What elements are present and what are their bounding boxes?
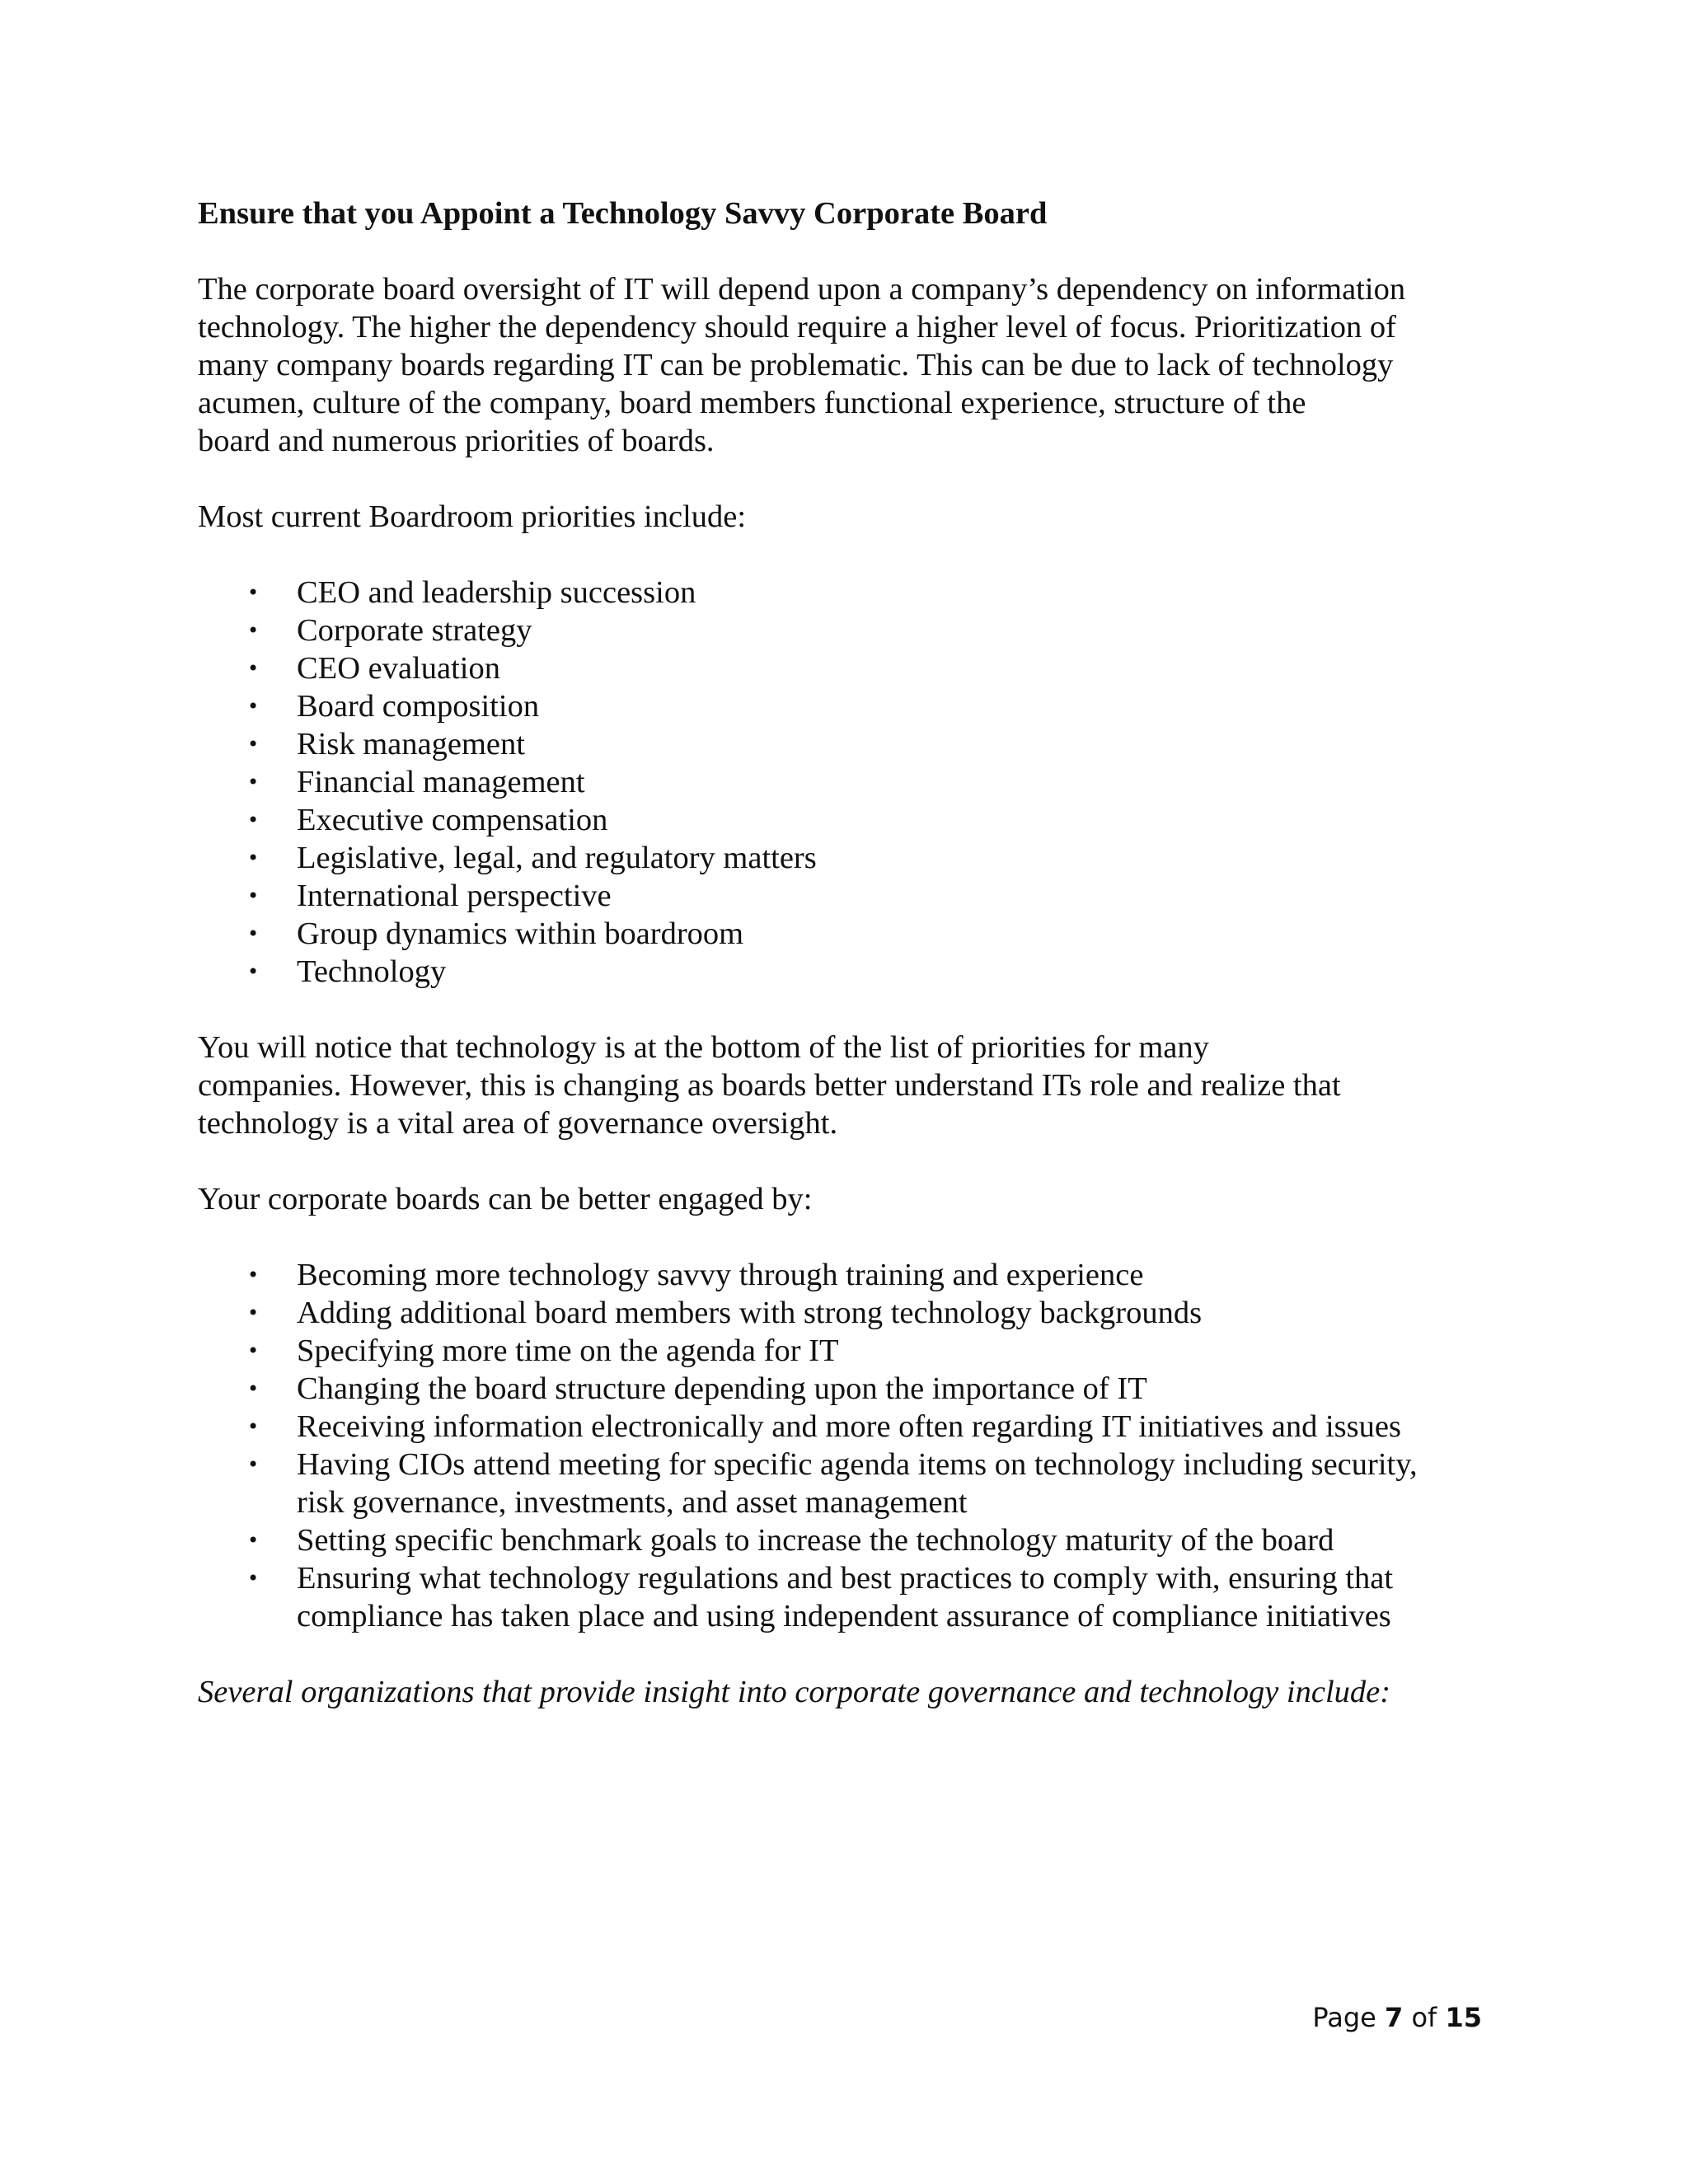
list-item: • Executive compensation [247, 803, 608, 837]
intro-line: The corporate board oversight of IT will depend upon a company’s dependency on information [198, 272, 1406, 307]
engagement-list [198, 1256, 1508, 1635]
list-item: • Group dynamics within boardroom [247, 916, 744, 951]
list-item: • Financial management [247, 765, 585, 799]
closing-italic: Several organizations that provide insight into corporate governance and technology include: [198, 1675, 1391, 1709]
list-item: • CEO and leadership succession [247, 575, 696, 610]
list-item: • Adding additional board members with strong technology backgrounds [247, 1296, 1203, 1330]
bullet-icon: • [247, 1529, 260, 1552]
bullet-icon: • [247, 581, 260, 604]
bullet-icon: • [247, 657, 260, 680]
list-item: • Changing the board structure depending upon the importance of IT [247, 1371, 1147, 1406]
page-total: 15 [1445, 2002, 1482, 2033]
bullet-icon: • [247, 922, 260, 945]
page-label: Page [1312, 2002, 1376, 2033]
list-item: • Receiving information electronically and more often regarding IT initiatives and issues [247, 1409, 1401, 1444]
bullet-icon: • [247, 1377, 260, 1400]
bullet-icon: • [247, 808, 260, 832]
bullet-icon: • [247, 733, 260, 756]
intro-line: board and numerous priorities of boards. [198, 424, 715, 458]
bullet-icon: • [247, 846, 260, 869]
bullet-icon: • [247, 771, 260, 794]
page-number: 7 [1385, 2002, 1404, 2033]
priorities-intro: Most current Boardroom priorities include: [198, 499, 747, 534]
notice-line: technology is a vital area of governance oversight. [198, 1106, 838, 1141]
document-page [198, 194, 1508, 1749]
bullet-icon: • [247, 960, 260, 983]
bullet-icon: • [247, 1301, 260, 1324]
section-heading: Ensure that you Appoint a Technology Savvy Corporate Board [198, 196, 1048, 231]
notice-paragraph [198, 1029, 1508, 1142]
bullet-icon: • [247, 1453, 260, 1476]
list-item: • Having CIOs attend meeting for specific agenda items on technology including security, risk governance, investments, and asset management [247, 1447, 1418, 1520]
list-item: • Corporate strategy [247, 613, 532, 648]
notice-line: You will notice that technology is at the bottom of the list of priorities for many [198, 1030, 1209, 1065]
list-item: • Technology [247, 954, 447, 989]
list-item: • Ensuring what technology regulations and best practices to comply with, ensuring that compliance has taken place and using independent assurance of compliance initiatives [247, 1561, 1394, 1633]
priorities-list [198, 574, 1508, 991]
bullet-icon: • [247, 884, 260, 907]
list-item: • CEO evaluation [247, 651, 500, 686]
list-item: • Risk management [247, 727, 525, 762]
list-item: • Legislative, legal, and regulatory matters [247, 841, 817, 875]
of-label: of [1411, 2002, 1437, 2033]
bullet-icon: • [247, 1339, 260, 1362]
bullet-icon: • [247, 1567, 260, 1590]
list-item: • Becoming more technology savvy through training and experience [247, 1258, 1144, 1292]
list-item: • International perspective [247, 879, 612, 913]
intro-line: many company boards regarding IT can be problematic. This can be due to lack of technology [198, 348, 1394, 382]
list-item: • Specifying more time on the agenda for IT [247, 1333, 839, 1368]
intro-line: technology. The higher the dependency should require a higher level of focus. Prioritization of [198, 310, 1396, 344]
intro-paragraph [198, 270, 1508, 460]
list-item: • Setting specific benchmark goals to increase the technology maturity of the board [247, 1523, 1334, 1558]
engage-intro: Your corporate boards can be better engaged by: [198, 1182, 813, 1216]
bullet-icon: • [247, 695, 260, 718]
bullet-icon: • [247, 1415, 260, 1438]
intro-line: acumen, culture of the company, board members functional experience, structure of the [198, 386, 1306, 420]
bullet-icon: • [247, 1263, 260, 1286]
list-item: • Board composition [247, 689, 540, 724]
notice-line: companies. However, this is changing as boards better understand ITs role and realize that [198, 1068, 1341, 1103]
page-footer [1312, 2001, 1482, 2034]
bullet-icon: • [247, 619, 260, 642]
